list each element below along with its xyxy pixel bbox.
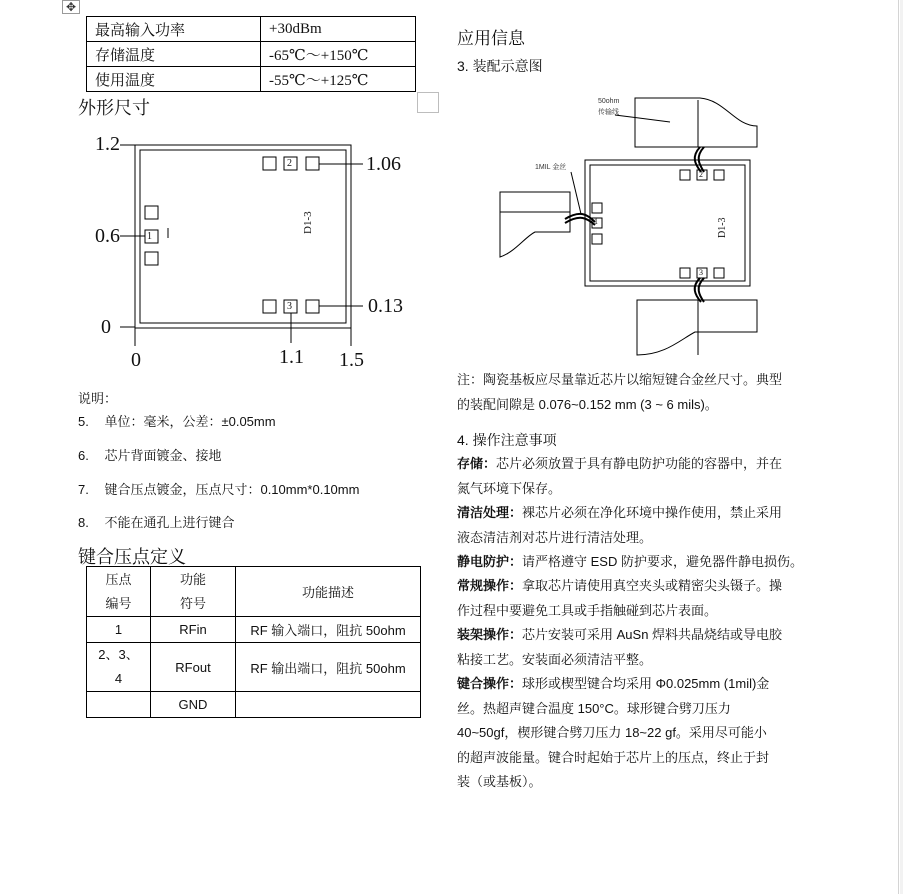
bonding-paragraph — [457, 672, 807, 795]
table-row — [87, 42, 416, 67]
right-dim-label: 0.13 — [368, 295, 403, 317]
note-item — [78, 512, 234, 531]
application-heading: 应用信息 — [457, 29, 525, 48]
pad-desc-cell — [236, 692, 421, 718]
pad-definition-table — [86, 566, 421, 718]
spec-table — [86, 16, 416, 92]
cleaning-text: 液态清洁剂对芯片进行清洁处理。 — [457, 529, 653, 545]
bonding-text: 装（或基板）。 — [457, 774, 542, 789]
y-tick-label: 0.6 — [95, 225, 120, 247]
note-text: 单位：毫米，公差：±0.05mm — [104, 414, 276, 429]
pad-desc-cell: RF 输出端口，阻抗 50ohm — [236, 643, 421, 692]
pad-number-cell: 1 — [87, 617, 151, 643]
routine-text: 作过程中要避免工具或手指触碰到芯片表面。 — [457, 602, 718, 618]
x-tick-label: 1.5 — [339, 349, 364, 371]
table-row — [87, 643, 421, 692]
assembly-subheading: 3. 装配示意图 — [457, 58, 543, 74]
leader-line — [571, 172, 581, 214]
gnd-pad — [263, 157, 276, 170]
mounting-text: 粘接工艺。安装面必须清洁平整。 — [457, 651, 653, 667]
bottom-substrate — [637, 300, 757, 355]
notes-title: 说明： — [78, 391, 118, 406]
spec-param: 使用温度 — [87, 67, 261, 92]
spec-param: 存储温度 — [87, 42, 261, 67]
mounting-paragraph — [457, 623, 807, 672]
cleaning-label: 清洁处理： — [457, 505, 523, 520]
pad-definition-heading: 键合压点定义 — [78, 547, 186, 567]
mounting-text: 芯片安装可采用 AuSn 焊料共晶烧结或导电胶 — [522, 627, 783, 642]
gnd-pad — [306, 157, 319, 170]
header-cell — [151, 567, 236, 617]
y-tick-label: 0 — [101, 316, 111, 338]
storage-label: 存储： — [457, 456, 497, 471]
pad-number: 2 — [699, 170, 703, 179]
spec-param: 最高输入功率 — [87, 17, 261, 42]
chip-label: D1-3 — [302, 211, 314, 234]
note-text: 芯片背面镀金、接地 — [104, 448, 222, 463]
gnd-pad — [145, 252, 158, 265]
diagram-label: 50ohm — [598, 98, 620, 105]
top-substrate — [635, 98, 757, 147]
gnd-pad — [263, 300, 276, 313]
pad-number-cell — [87, 692, 151, 718]
routine-text: 拿取芯片请使用真空夹头或精密尖头镊子。操 — [522, 578, 783, 593]
mounting-label: 装架操作： — [457, 627, 523, 642]
header-cell: 功能描述 — [236, 567, 421, 617]
note-item — [78, 445, 221, 464]
note-item — [78, 411, 276, 430]
pad-desc-cell: RF 输入端口，阻抗 50ohm — [236, 617, 421, 643]
note-number: 8. — [78, 515, 89, 530]
bonding-label: 键合操作： — [457, 676, 523, 691]
pad-number: 1 — [594, 217, 598, 226]
cleaning-text: 裸芯片必须在净化环境中操作使用，禁止采用 — [522, 505, 783, 520]
gnd-pad — [145, 206, 158, 219]
note-text: 键合压点镀金，压点尺寸：0.10mm*0.10mm — [104, 482, 360, 497]
bonding-text: 40~50gf，楔形键合劈刀压力 18~22 gf。采用尽可能小 — [457, 725, 767, 740]
pad-number: 3 — [287, 301, 292, 312]
table-row — [87, 692, 421, 718]
y-tick-label: 1.2 — [95, 133, 120, 155]
pad-number-cell — [87, 643, 151, 692]
chip-label: D1-3 — [717, 217, 728, 238]
note-number: 5. — [78, 414, 89, 429]
storage-paragraph — [457, 452, 807, 501]
diagram-label: 1MIL 金丝 — [535, 164, 567, 171]
bonding-text: 球形或楔型键合均采用 Φ0.025mm (1mil)金 — [522, 676, 770, 691]
x-tick-label: 1.1 — [279, 346, 304, 368]
esd-paragraph — [457, 550, 807, 575]
pad-number-text: 4 — [114, 671, 123, 686]
note-number: 7. — [78, 482, 89, 497]
pad-symbol-cell: GND — [151, 692, 236, 718]
header-text: 符号 — [179, 595, 206, 611]
x-tick-label: 0 — [131, 349, 141, 371]
pad-number: 2 — [287, 158, 292, 169]
esd-label: 静电防护： — [457, 554, 523, 569]
note-number: 6. — [78, 448, 89, 463]
routine-label: 常规操作： — [457, 578, 523, 593]
routine-paragraph — [457, 574, 807, 623]
assembly-note-line: 的装配间隙是 0.076~0.152 mm (3 ~ 6 mils)。 — [457, 397, 718, 412]
table-resize-handle[interactable] — [417, 92, 439, 113]
table-header-row — [87, 567, 421, 617]
pad-number: 1 — [147, 231, 152, 242]
spec-value: -65℃～+150℃ — [261, 42, 416, 67]
spec-value: -55℃～+125℃ — [261, 67, 416, 92]
bonding-text: 丝。热超声键合温度 150°C。球形键合劈刀压力 — [457, 700, 731, 716]
pad-symbol-cell: RFout — [151, 643, 236, 692]
operation-heading: 4. 操作注意事项 — [457, 432, 557, 448]
header-text: 功能 — [179, 571, 206, 587]
table-move-handle[interactable]: ✥ — [62, 0, 80, 14]
esd-text: 请严格遵守 ESD 防护要求，避免器件静电损伤。 — [522, 554, 803, 569]
chip-outline-inner — [140, 150, 346, 323]
pad-symbol-cell: RFin — [151, 617, 236, 643]
header-cell — [87, 567, 151, 617]
assembly-note-line: 注：陶瓷基板应尽量靠近芯片以缩短键合金丝尺寸。典型 — [457, 372, 783, 387]
pad-number-text: 2、3、 — [98, 647, 139, 662]
table-row — [87, 617, 421, 643]
note-item — [78, 479, 359, 498]
header-text: 压点 — [105, 571, 132, 587]
spec-value: +30dBm — [261, 17, 416, 42]
page-edge — [898, 0, 899, 894]
note-text: 不能在通孔上进行键合 — [104, 515, 235, 530]
storage-text: 芯片必须放置于具有静电防护功能的容器中，并在 — [496, 456, 783, 471]
storage-text: 氮气环境下保存。 — [457, 480, 562, 496]
gnd-pad — [306, 300, 319, 313]
cleaning-paragraph — [457, 501, 807, 550]
outline-heading: 外形尺寸 — [78, 98, 150, 118]
pad-number: 3 — [699, 268, 703, 277]
left-substrate — [500, 192, 570, 257]
bonding-text: 的超声波能量。键合时起始于芯片上的压点，终止于封 — [457, 749, 770, 765]
table-row — [87, 17, 416, 42]
right-dim-label: 1.06 — [366, 153, 401, 175]
table-row — [87, 67, 416, 92]
header-text: 编号 — [105, 595, 132, 611]
diagram-label: 传输线 — [598, 109, 619, 116]
